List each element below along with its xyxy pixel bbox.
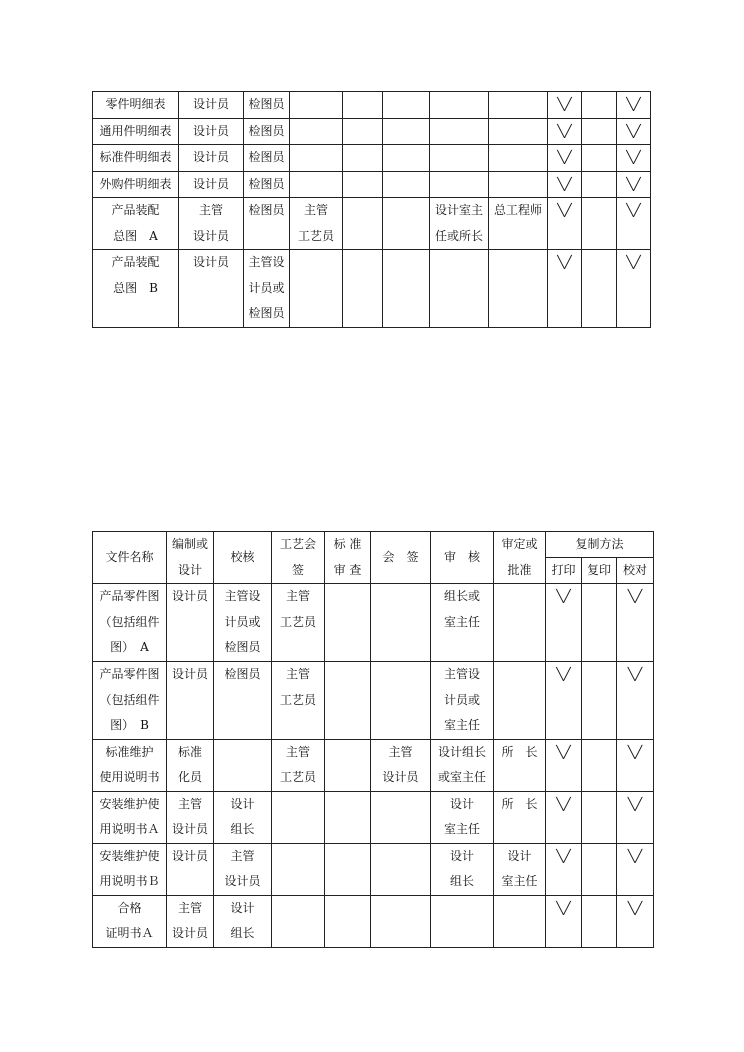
cell-standard	[325, 584, 371, 662]
cell-c4-line: 主管	[303, 203, 328, 217]
cell-process-line: 工艺员	[279, 614, 316, 629]
cell-check-line: 计员或	[248, 280, 285, 295]
cell-editor-line: 设计员	[192, 228, 229, 243]
cell-process-line: 主管	[285, 589, 310, 603]
cell-review-line: 组长或	[443, 589, 480, 603]
cell-c5	[343, 198, 383, 250]
cell-check-line: 检图员	[248, 176, 285, 191]
cell-approve	[494, 895, 546, 947]
cell-editor-line: 化员	[177, 770, 202, 784]
cell-editor-line: 设计员	[192, 150, 229, 164]
cell-copy	[582, 145, 617, 172]
cell-copy	[582, 584, 617, 662]
cell-proof: ╲╱	[617, 739, 654, 791]
header-approve-line: 审定或	[501, 537, 538, 551]
table-row	[93, 739, 654, 791]
cell-c7	[430, 198, 489, 250]
cell-copy	[582, 250, 617, 328]
cell-proof: ╲╱	[617, 145, 651, 172]
cell-copy	[582, 118, 617, 145]
cell-print: ╲╱	[546, 662, 582, 740]
cell-approve	[494, 584, 546, 662]
cell-print: ╲╱	[546, 584, 582, 662]
cell-editor	[179, 198, 244, 250]
cell-proof: ╲╱	[617, 843, 654, 895]
header-copy-method: 复制方法	[546, 532, 654, 558]
cell-check-line: 设计	[230, 900, 255, 915]
cell-process	[272, 791, 325, 843]
cell-print: ╲╱	[546, 739, 582, 791]
cell-check-line: 设计员	[224, 874, 261, 888]
cell-process	[272, 895, 325, 947]
cell-process	[272, 843, 325, 895]
table-row	[93, 895, 654, 947]
cell-review	[431, 584, 494, 662]
cell-name-line: 外购件明细表	[99, 176, 172, 191]
cell-c4-line: 工艺员	[297, 228, 334, 243]
cell-check-line: 计员或	[224, 614, 261, 629]
cell-process-line: 主管	[285, 744, 310, 759]
header-copy: 复印	[582, 558, 617, 584]
cell-c8	[489, 198, 548, 250]
cell-proof: ╲╱	[617, 250, 651, 328]
cell-editor	[167, 843, 214, 895]
cell-proof: ╲╱	[617, 92, 651, 119]
cell-name-line: 产品装配	[111, 255, 160, 269]
table-row	[93, 843, 654, 895]
cell-check	[214, 843, 272, 895]
cell-countersign	[371, 739, 431, 791]
table-row	[93, 145, 651, 172]
cell-c6	[383, 171, 430, 198]
cell-check-line: 检图员	[224, 640, 261, 654]
approval-table-upper	[92, 91, 651, 328]
cell-check	[244, 145, 290, 172]
cell-approve-line: 所 长	[501, 796, 538, 811]
cell-print: ╲╱	[546, 791, 582, 843]
cell-standard	[325, 895, 371, 947]
cell-approve	[494, 739, 546, 791]
cell-c6	[383, 92, 430, 119]
cell-process	[272, 662, 325, 740]
header-file-name: 文件名称	[93, 532, 167, 584]
cell-editor-line: 设计员	[171, 848, 208, 863]
cell-copy	[582, 198, 617, 250]
table-row	[93, 198, 651, 250]
cell-copy	[582, 895, 617, 947]
cell-editor-line: 主管	[177, 900, 202, 915]
cell-name-line: 证明书Ａ	[105, 926, 154, 940]
cell-check-line: 检图员	[224, 667, 261, 681]
cell-editor-line: 标准	[177, 744, 202, 759]
cell-standard	[325, 662, 371, 740]
cell-name-line: 总图 A	[113, 228, 158, 243]
cell-c5	[343, 171, 383, 198]
cell-name-line: 用说明书Ａ	[99, 822, 160, 836]
cell-c8	[489, 171, 548, 198]
cell-name-line: 图） A	[110, 640, 149, 654]
cell-editor-line: 主管	[177, 796, 202, 811]
cell-c6	[383, 118, 430, 145]
cell-review-line: 设计组长	[437, 744, 486, 759]
cell-c4	[290, 118, 343, 145]
cell-approve-line: 室主任	[501, 874, 538, 888]
cell-c8	[489, 118, 548, 145]
cell-countersign-line: 主管	[388, 744, 413, 759]
header-review: 审 核	[431, 532, 494, 584]
cell-name	[93, 145, 179, 172]
header-countersign: 会 签	[371, 532, 431, 584]
cell-name	[93, 791, 167, 843]
cell-countersign	[371, 895, 431, 947]
cell-proof: ╲╱	[617, 584, 654, 662]
cell-check-line: 检图员	[248, 203, 285, 217]
cell-copy	[582, 739, 617, 791]
cell-check-line: 检图员	[248, 123, 285, 138]
cell-approve	[494, 791, 546, 843]
cell-name	[93, 662, 167, 740]
cell-review	[431, 739, 494, 791]
cell-print: ╲╱	[548, 198, 582, 250]
cell-editor-line: 设计员	[171, 667, 208, 681]
cell-c6	[383, 145, 430, 172]
cell-check-line: 主管设	[224, 589, 261, 603]
cell-copy	[582, 791, 617, 843]
cell-name-line: 产品零件图	[99, 589, 160, 603]
cell-check	[214, 739, 272, 791]
cell-check	[244, 171, 290, 198]
cell-check-line: 设计	[230, 796, 255, 811]
header-standard-line: 标 准	[333, 537, 362, 551]
header-proof: 校对	[617, 558, 654, 584]
cell-review-line: 室主任	[443, 822, 480, 836]
cell-print: ╲╱	[548, 145, 582, 172]
header-process	[272, 532, 325, 584]
cell-editor-line: 设计员	[192, 97, 229, 111]
cell-countersign-line: 设计员	[382, 770, 419, 784]
cell-process	[272, 739, 325, 791]
cell-name-line: （包括组件	[99, 692, 160, 707]
cell-review	[431, 843, 494, 895]
cell-name	[93, 92, 179, 119]
cell-c7	[430, 171, 489, 198]
header-standard-line: 审 查	[333, 562, 362, 577]
cell-c7	[430, 92, 489, 119]
cell-print: ╲╱	[548, 250, 582, 328]
cell-name-line: 安装维护使	[99, 796, 160, 811]
cell-copy	[582, 171, 617, 198]
cell-name-line: 安装维护使	[99, 848, 160, 863]
header-editor-line: 设计	[177, 562, 202, 577]
cell-process-line: 主管	[285, 667, 310, 681]
cell-c4	[290, 250, 343, 328]
cell-check-line: 组长	[230, 822, 255, 836]
cell-print: ╲╱	[548, 92, 582, 119]
cell-review	[431, 895, 494, 947]
cell-editor	[167, 791, 214, 843]
cell-check-line: 主管	[230, 848, 255, 863]
cell-check	[214, 662, 272, 740]
cell-editor-line: 设计员	[171, 926, 208, 940]
header-approve	[494, 532, 546, 584]
cell-editor-line: 设计员	[171, 589, 208, 603]
cell-check-line: 检图员	[248, 150, 285, 164]
cell-process-line: 工艺员	[279, 770, 316, 784]
cell-c8	[489, 92, 548, 119]
cell-approve	[494, 662, 546, 740]
cell-review-line: 或室主任	[437, 770, 486, 784]
cell-countersign	[371, 662, 431, 740]
table-row	[93, 250, 651, 328]
cell-countersign	[371, 584, 431, 662]
cell-review-line: 主管设	[443, 667, 480, 681]
cell-c5	[343, 250, 383, 328]
cell-check-line: 主管设	[248, 255, 285, 269]
cell-proof: ╲╱	[617, 171, 651, 198]
table-header-row	[93, 532, 654, 558]
cell-check	[244, 250, 290, 328]
cell-name-line: 合格	[117, 900, 142, 915]
cell-name-line: 总图 B	[113, 280, 158, 295]
cell-name-line: 标准维护	[105, 744, 154, 759]
cell-name-line: 标准件明细表	[99, 150, 172, 164]
cell-name	[93, 118, 179, 145]
cell-editor-line: 设计员	[192, 176, 229, 191]
cell-print: ╲╱	[548, 171, 582, 198]
cell-approve-line: 设计	[507, 848, 532, 863]
cell-check	[214, 584, 272, 662]
cell-name-line: 产品装配	[111, 203, 160, 217]
header-editor-line: 编制或	[171, 537, 208, 551]
cell-name	[93, 584, 167, 662]
cell-check	[214, 895, 272, 947]
cell-name	[93, 739, 167, 791]
cell-editor	[167, 584, 214, 662]
cell-c7	[430, 250, 489, 328]
table-row	[93, 171, 651, 198]
cell-copy	[582, 662, 617, 740]
cell-c8	[489, 250, 548, 328]
cell-c7-line: 设计室主	[434, 203, 483, 217]
cell-name	[93, 171, 179, 198]
cell-approve-line: 所 长	[501, 744, 538, 759]
cell-copy	[582, 843, 617, 895]
cell-name-line: 图） B	[110, 718, 149, 732]
cell-standard	[325, 739, 371, 791]
cell-check	[244, 118, 290, 145]
cell-name-line: 使用说明书	[99, 770, 160, 784]
table-row	[93, 92, 651, 119]
cell-c4	[290, 198, 343, 250]
cell-process-line: 工艺员	[279, 692, 316, 707]
header-process-line: 工艺会	[279, 537, 316, 551]
cell-print: ╲╱	[546, 895, 582, 947]
cell-review-line: 设计	[449, 848, 474, 863]
cell-c5	[343, 92, 383, 119]
cell-c5	[343, 118, 383, 145]
cell-editor-line: 设计员	[192, 123, 229, 138]
cell-name-line: 产品零件图	[99, 667, 160, 681]
cell-editor-line: 设计员	[171, 822, 208, 836]
cell-editor	[179, 171, 244, 198]
header-process-line: 签	[291, 562, 304, 577]
header-check: 校核	[214, 532, 272, 584]
cell-name-line: （包括组件	[99, 614, 160, 629]
cell-name	[93, 895, 167, 947]
header-standard	[325, 532, 371, 584]
cell-name-line: 零件明细表	[105, 97, 166, 111]
cell-review-line: 室主任	[443, 718, 480, 732]
cell-editor	[179, 118, 244, 145]
cell-editor-line: 设计员	[192, 255, 229, 269]
cell-countersign	[371, 843, 431, 895]
cell-proof: ╲╱	[617, 198, 651, 250]
cell-c8	[489, 145, 548, 172]
cell-approve	[494, 843, 546, 895]
cell-name	[93, 250, 179, 328]
cell-c6	[383, 198, 430, 250]
cell-check-line: 组长	[230, 926, 255, 940]
cell-proof: ╲╱	[617, 118, 651, 145]
cell-name-line: 通用件明细表	[99, 123, 172, 138]
cell-standard	[325, 791, 371, 843]
cell-editor	[179, 250, 244, 328]
cell-countersign	[371, 791, 431, 843]
cell-editor	[167, 739, 214, 791]
cell-check-line: 检图员	[248, 306, 285, 320]
cell-proof: ╲╱	[617, 662, 654, 740]
cell-name	[93, 843, 167, 895]
cell-name-line: 用说明书Ｂ	[99, 874, 160, 888]
cell-review-line: 组长	[449, 874, 474, 888]
header-editor	[167, 532, 214, 584]
table-row	[93, 584, 654, 662]
approval-table-lower	[92, 531, 654, 948]
cell-c4	[290, 92, 343, 119]
cell-c4	[290, 145, 343, 172]
cell-review	[431, 791, 494, 843]
cell-check	[244, 92, 290, 119]
cell-c7	[430, 145, 489, 172]
table-row	[93, 791, 654, 843]
cell-check	[214, 791, 272, 843]
header-approve-line: 批准	[507, 562, 532, 577]
cell-c8-line: 总工程师	[493, 203, 542, 217]
cell-review-line: 设计	[449, 796, 474, 811]
cell-copy	[582, 92, 617, 119]
cell-proof: ╲╱	[617, 895, 654, 947]
cell-c5	[343, 145, 383, 172]
cell-editor	[167, 662, 214, 740]
cell-c4	[290, 171, 343, 198]
cell-c7	[430, 118, 489, 145]
cell-editor-line: 主管	[198, 203, 223, 217]
cell-c6	[383, 250, 430, 328]
cell-print: ╲╱	[546, 843, 582, 895]
cell-editor	[179, 145, 244, 172]
cell-check-line: 检图员	[248, 97, 285, 111]
cell-review-line: 计员或	[443, 692, 480, 707]
header-print: 打印	[546, 558, 582, 584]
cell-proof: ╲╱	[617, 791, 654, 843]
cell-editor	[167, 895, 214, 947]
cell-review-line: 室主任	[443, 614, 480, 629]
cell-review	[431, 662, 494, 740]
cell-standard	[325, 843, 371, 895]
cell-c7-line: 任或所长	[434, 228, 483, 243]
cell-check	[244, 198, 290, 250]
cell-name	[93, 198, 179, 250]
cell-process	[272, 584, 325, 662]
table-row	[93, 662, 654, 740]
cell-editor	[179, 92, 244, 119]
table-row	[93, 118, 651, 145]
cell-print: ╲╱	[548, 118, 582, 145]
